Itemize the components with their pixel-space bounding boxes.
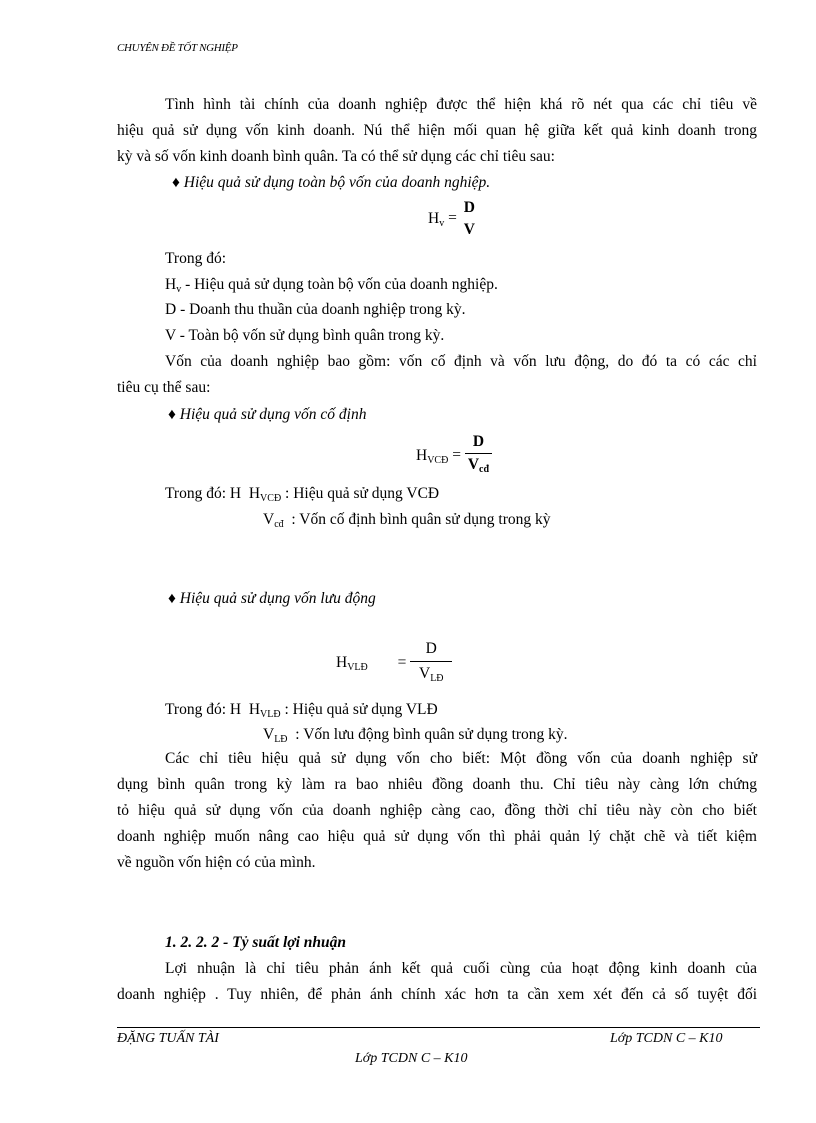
- formula-eq: =: [452, 446, 461, 464]
- footer-rule: [117, 1027, 760, 1028]
- formula-eq: =: [448, 209, 457, 227]
- section4-line-1: Lợi nhuận là chỉ tiêu phản ánh kết quả cuối cùng của hoạt động kinh doanh của: [165, 960, 757, 977]
- formula-denominator: V: [463, 221, 475, 238]
- formula-hvcd: [416, 432, 492, 480]
- formula-denominator: $V_{LĐ}$: [410, 661, 452, 690]
- formula-lhs: $H_v$: [428, 209, 445, 229]
- page-header: CHUYÊN ĐỀ TỐT NGHIỆP: [117, 42, 238, 54]
- formula-numerator: D: [463, 199, 475, 216]
- explain-line-2: dụng bình quân trong kỳ làm ra bao nhiêu đồng doanh thu. Chỉ tiêu này càng lớn chứng: [117, 776, 757, 793]
- formula-numerator: D: [472, 433, 485, 450]
- bullet-icon: ♦: [172, 174, 180, 191]
- intro-line-2: hiệu quả sử dụng vốn kinh doanh. Nú thể hiện mối quan hệ giữa kết quả kinh doanh trong: [117, 122, 757, 139]
- section1-title-row: [172, 170, 490, 196]
- section1-cont-line-2: tiêu cụ thể sau:: [117, 379, 211, 396]
- section3-def-v: $V_{LĐ}$ : Vốn lưu động bình quân sử dụng trong kỳ.: [263, 726, 568, 745]
- explain-line-5: về nguồn vốn hiện có của mình.: [117, 854, 316, 871]
- formula-fraction: [465, 432, 492, 480]
- formula-fraction: [410, 638, 452, 690]
- section2-def-v: $V_{cđ}$ : Vốn cố định bình quân sử dụng trong kỳ: [263, 511, 551, 530]
- section2-title: Hiệu quả sử dụng vốn cố định: [179, 406, 367, 423]
- section2-title-row: [168, 402, 366, 428]
- section1-def-d: D - Doanh thu thuần của doanh nghiệp trong kỳ.: [165, 301, 466, 318]
- section1-def-v: V - Toàn bộ vốn sử dụng bình quân trong kỳ.: [165, 327, 445, 344]
- bullet-icon: ♦: [168, 590, 176, 607]
- explain-line-1: Các chỉ tiêu hiệu quả sử dụng vốn cho biết: Một đồng vốn của doanh nghiệp sử: [165, 750, 757, 767]
- section2-def-h: Trong đó: H $H_{VCĐ}$ : Hiệu quả sử dụng VCĐ: [165, 485, 440, 504]
- section1-cont-line-1: Vốn của doanh nghiệp bao gồm: vốn cố định và vốn lưu động, do đó ta có các chỉ: [165, 353, 757, 370]
- formula-hv: [428, 198, 478, 240]
- formula-eq: =: [397, 654, 407, 671]
- formula-lhs: $H_{VLĐ}$: [336, 654, 368, 673]
- intro-line-3: kỳ và số vốn kinh doanh bình quân. Ta có thể sử dụng các chỉ tiêu sau:: [117, 148, 555, 165]
- section1-title: Hiệu quả sử dụng toàn bộ vốn của doanh nghiệp.: [183, 174, 491, 191]
- footer-class-center: Lớp TCDN C – K10: [355, 1051, 468, 1066]
- bullet-icon: ♦: [168, 406, 176, 423]
- formula-fraction: [461, 198, 478, 240]
- formula-numerator: D: [425, 640, 437, 657]
- section3-title-row: [168, 586, 376, 612]
- section3-def-h: Trong đó: H $H_{VLĐ}$ : Hiệu quả sử dụng VLĐ: [165, 701, 438, 720]
- section1-where: Trong đó:: [165, 250, 227, 267]
- footer-author: ĐẶNG TUẤN TÀI: [117, 1031, 219, 1046]
- footer-class-right: Lớp TCDN C – K10: [610, 1031, 723, 1046]
- formula-lhs: $H_{VCĐ}$: [416, 446, 449, 466]
- formula-denominator: $V_{cđ}$: [465, 453, 492, 480]
- explain-line-3: tỏ hiệu quả sử dụng vốn của doanh nghiệp càng cao, đồng thời chỉ tiêu này còn cho biết: [117, 802, 757, 819]
- section1-def-hv: $H_v$ - Hiệu quả sử dụng toàn bộ vốn của doanh nghiệp.: [165, 276, 498, 295]
- intro-line-1: Tình hình tài chính của doanh nghiệp được thể hiện khá rõ nét qua các chỉ tiêu về: [165, 96, 757, 113]
- section4-heading: 1. 2. 2. 2 - Tỷ suất lợi nhuận: [165, 934, 347, 951]
- formula-hvld: [336, 638, 452, 690]
- section4-line-2: doanh nghiệp . Tuy nhiên, để phản ánh chính xác hơn ta cần xem xét đến cả số tuyệt đối: [117, 986, 757, 1003]
- section3-title: Hiệu quả sử dụng vốn lưu động: [179, 590, 376, 607]
- explain-line-4: doanh nghiệp muốn nâng cao hiệu quả sử dụng vốn thì phải quản lý chặt chẽ và tiết kiệm: [117, 828, 757, 845]
